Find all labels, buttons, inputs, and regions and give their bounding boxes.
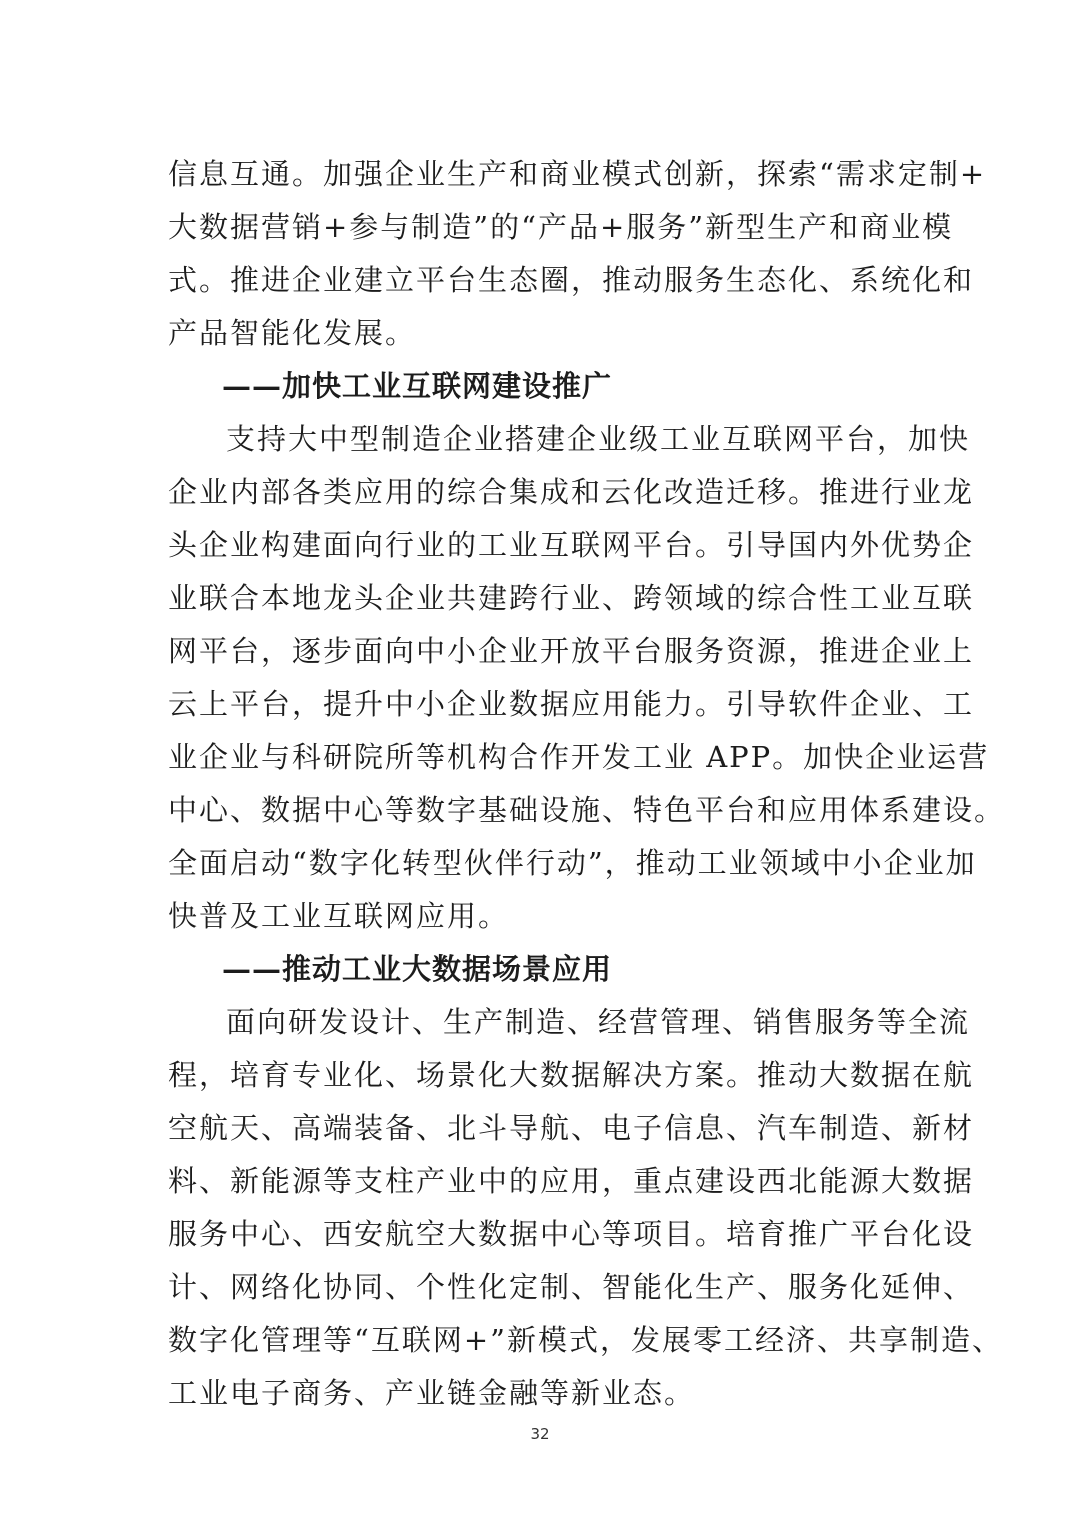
paragraph-3-line: 程，培育专业化、场景化大数据解决方案。推动大数据在航 [168,1058,975,1092]
paragraph-3-line: 空航天、高端装备、北斗导航、电子信息、汽车制造、新材 [168,1111,975,1145]
paragraph-2-line: 中心、数据中心等数字基础设施、特色平台和应用体系建设。 [168,793,1006,827]
paragraph-3-line: 料、新能源等支柱产业中的应用，重点建设西北能源大数据 [168,1164,975,1198]
paragraph-3-line: 面向研发设计、生产制造、经营管理、销售服务等全流 [226,1005,971,1039]
paragraph-1-line: 信息互通。加强企业生产和商业模式创新，探索“需求定制+ [168,157,987,191]
paragraph-3-line: 服务中心、西安航空大数据中心等项目。培育推广平台化设 [168,1217,975,1251]
paragraph-2-line: 支持大中型制造企业搭建企业级工业互联网平台，加快 [226,422,971,456]
paragraph-3-line: 数字化管理等“互联网+”新模式，发展零工经济、共享制造、 [168,1323,1003,1357]
paragraph-2-line: 快普及工业互联网应用。 [168,899,510,933]
paragraph-2-line: 企业内部各类应用的综合集成和云化改造迁移。推进行业龙 [168,475,975,509]
paragraph-1-line: 产品智能化发展。 [168,316,417,350]
paragraph-2-line: 云上平台，提升中小企业数据应用能力。引导软件企业、工 [168,687,975,721]
paragraph-1-line: 大数据营销+参与制造”的“产品+服务”新型生产和商业模 [168,210,954,244]
paragraph-1-line: 式。推进企业建立平台生态圈，推动服务生态化、系统化和 [168,263,975,297]
section-heading-industrial-big-data: ——推动工业大数据场景应用 [222,952,613,986]
paragraph-2-line: 业联合本地龙头企业共建跨行业、跨领域的综合性工业互联 [168,581,975,615]
paragraph-3-line: 工业电子商务、产业链金融等新业态。 [168,1376,696,1410]
paragraph-2-line: 全面启动“数字化转型伙伴行动”，推动工业领域中小企业加 [168,846,977,880]
paragraph-2-line: 头企业构建面向行业的工业互联网平台。引导国内外优势企 [168,528,975,562]
paragraph-2-line: 网平台，逐步面向中小企业开放平台服务资源，推进企业上 [168,634,975,668]
page-number: 32 [530,1425,550,1443]
paragraph-2-line: 业企业与科研院所等机构合作开发工业 APP。加快企业运营 [168,740,990,774]
section-heading-industrial-internet: ——加快工业互联网建设推广 [222,369,613,403]
paragraph-3-line: 计、网络化协同、个性化定制、智能化生产、服务化延伸、 [168,1270,975,1304]
